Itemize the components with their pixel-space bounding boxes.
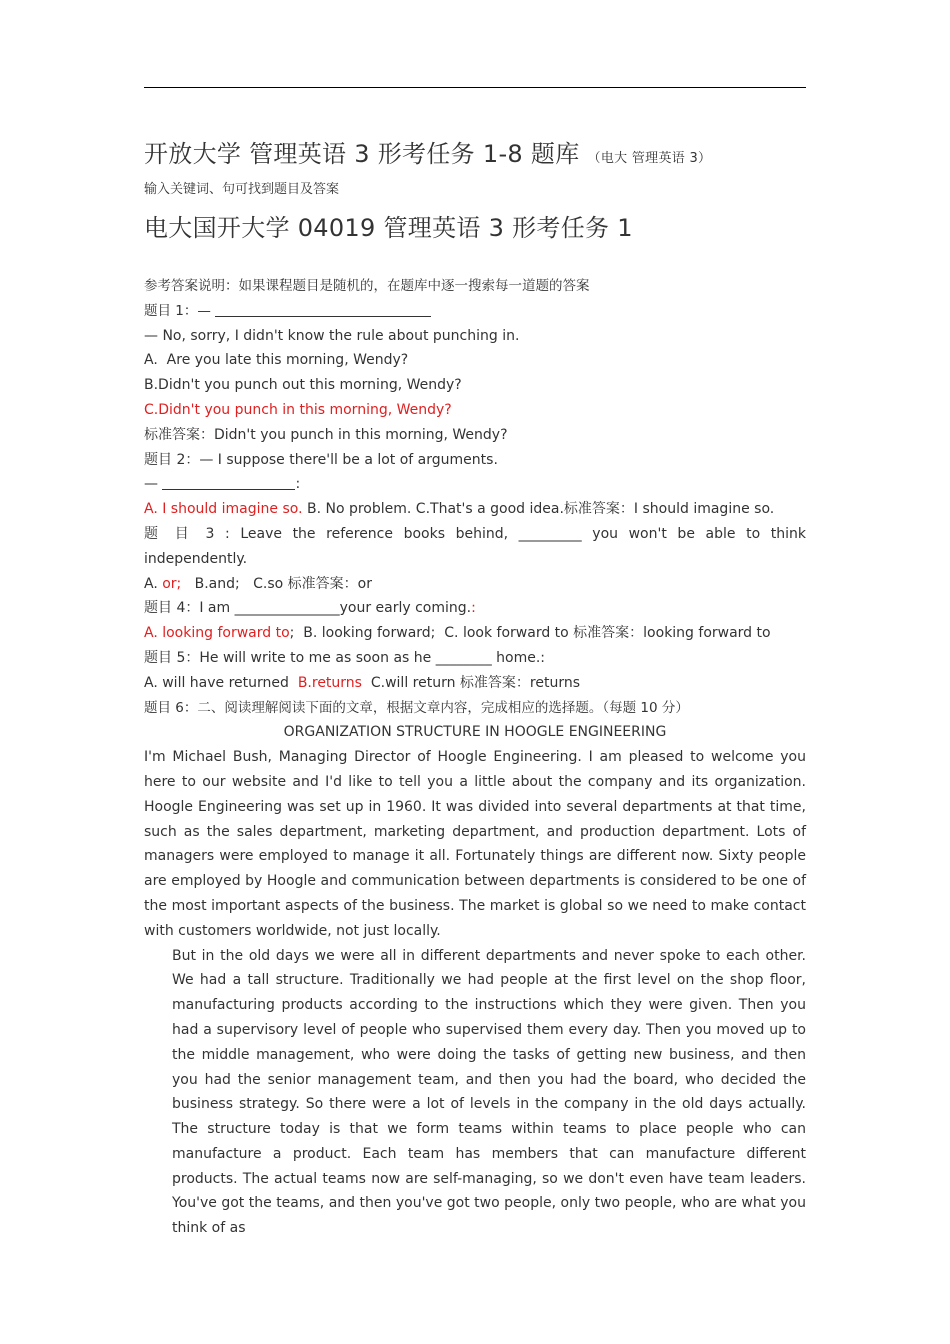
question-1-response: — No, sorry, I didn't know the rule about punching in. <box>144 327 520 344</box>
question-6-label: 题目 6：二、阅读理解阅读下面的文章，根据文章内容，完成相应的选择题。（每题 10 分） <box>144 699 689 716</box>
question-2-blank: — : <box>144 476 301 493</box>
title-text: 开放大学 管理英语 3 形考任务 1-8 题库 <box>144 140 580 168</box>
answer-blank <box>215 302 431 317</box>
intro-note: 参考答案说明：如果课程题目是随机的，在题库中逐一搜索每一道题的答案 <box>144 278 590 294</box>
question-1-standard-answer: 标准答案：Didn't you punch in this morning, Wendy? <box>144 426 508 443</box>
question-5-option-b: B.returns <box>297 674 362 691</box>
question-2-option-a: A. I should imagine so. <box>144 501 303 518</box>
question-1-option-a: A. Are you late this morning, Wendy? <box>144 352 409 369</box>
passage-paragraph-2: But in the old days we were all in different departments and never spoke to each other. We had a tall structure. Traditionally we had people at the first level on the shop floor, manufacturing products according to the instructions which they were given. Then you had a supervisory level of people who supervised them every day. Then you moved up to the middle management, who were doing the tasks of getting new business, and then you had the senior management team, and then you had the board, who decided the business strategy. So there were a lot of levels in the company in the old days actually. The structure today is that we form teams within teams to place people who can manufacture a product. Each team has members that can manufacture different products. The actual teams now are self-managing, so we don't even have team leaders. You've got the teams, and then you've got two people, only two people, who are what you think of as <box>172 947 806 1237</box>
question-2-label: 题目 2：— I suppose there'll be a lot of arguments. <box>144 451 498 468</box>
question-2-options: A. I should imagine so. B. No problem. C.That's a good idea.标准答案：I should imagine so. <box>144 501 775 518</box>
question-5-label: 题目 5：He will write to me as soon as he ________ home.: <box>144 649 546 666</box>
question-1-label: 题目 1：— <box>144 299 806 324</box>
question-3-line-2: independently. <box>144 550 248 567</box>
question-3-options: A. or; B.and; C.so 标准答案：or <box>144 575 372 592</box>
title-note: （电大 管理英语 3） <box>587 151 712 166</box>
question-3-line-1: 题 目 3 : Leave the reference books behind, _________ you won't be able to think <box>144 525 806 542</box>
header-rule <box>144 87 806 88</box>
search-hint: 输入关键词、句可找到题目及答案 <box>144 182 340 197</box>
document-title <box>144 134 711 169</box>
question-4-option-a: A. looking forward to <box>144 625 290 642</box>
question-1-option-b: B.Didn't you punch out this morning, Wendy? <box>144 377 462 394</box>
question-4-label: 题目 4：I am _______________your early coming.: <box>144 600 476 617</box>
passage-paragraph-1: I'm Michael Bush, Managing Director of Hoogle Engineering. I am pleased to welcome you here to our website and I'd like to tell you a little about the company and its organization. Hoogle Engineering was set up in 1960. It was divided into several departments at that time, such as the sales department, marketing department, and production department. Lots of managers were employed to manage it all. Fortunately things are different now. Sixty people are employed by Hoogle and communication between departments is considered to be one of the most important aspects of the business. The market is global so we need to make contact with customers worldwide, not just locally. <box>144 749 806 939</box>
answer-blank <box>162 475 295 490</box>
passage-title: ORGANIZATION STRUCTURE IN HOOGLE ENGINEERING <box>283 724 667 741</box>
question-3-option-a: or; <box>162 575 182 592</box>
question-4-options: A. looking forward to; B. looking forward; C. look forward to 标准答案：looking forward to <box>144 625 771 642</box>
question-5-options: A. will have returned B.returns C.will return 标准答案：returns <box>144 674 581 691</box>
document-body <box>144 274 806 1241</box>
section-title: 电大国开大学 04019 管理英语 3 形考任务 1 <box>144 214 633 242</box>
question-1-option-c: C.Didn't you punch in this morning, Wendy? <box>144 401 452 418</box>
